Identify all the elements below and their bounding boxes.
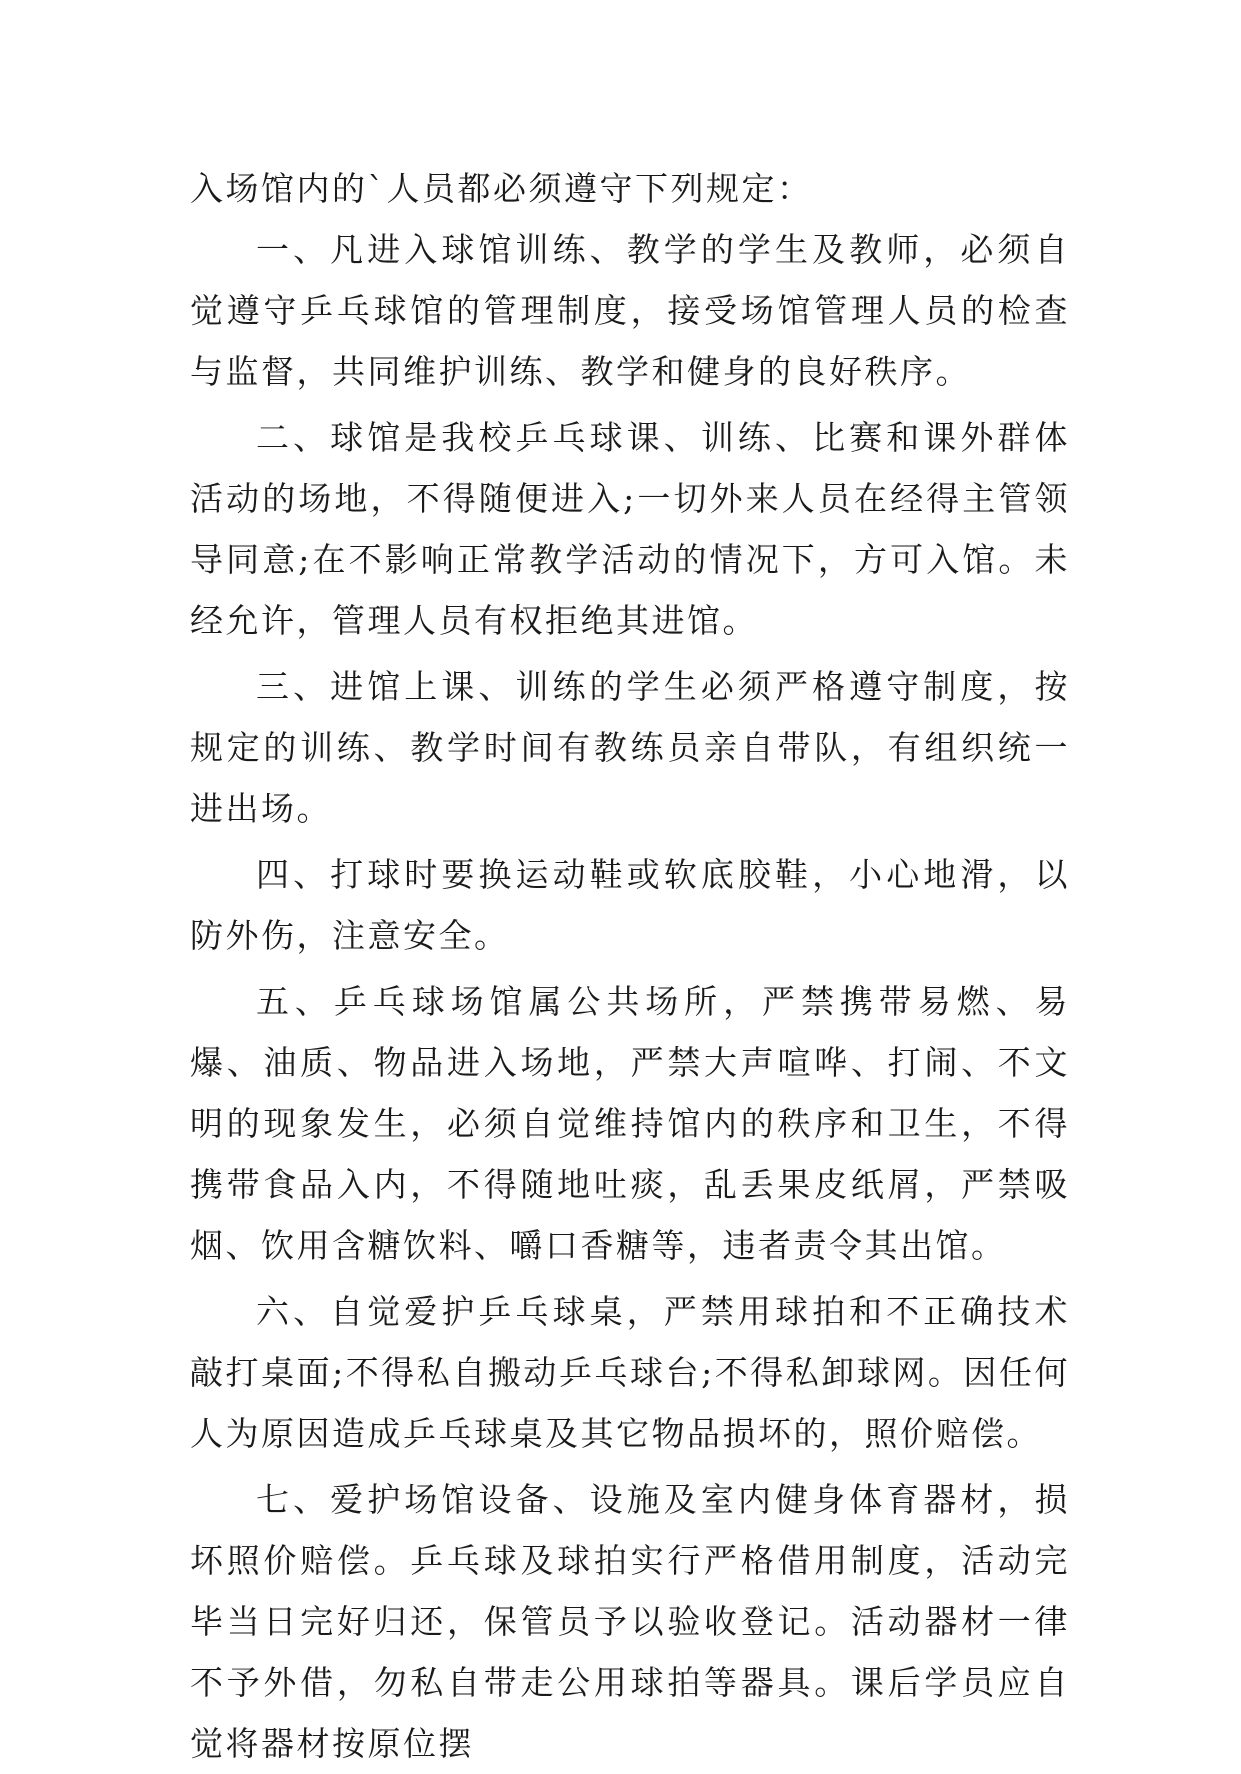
document-body [190,158,1070,1774]
intro-paragraph: 入场馆内的`人员都必须遵守下列规定： [190,169,813,208]
rule-paragraph-1: 一、凡进入球馆训练、教学的学生及教师，必须自觉遵守乒乓球馆的管理制度，接受场馆管理人员的检查与监督，共同维护训练、教学和健身的良好秩序。 [190,230,1070,391]
rule-paragraph-2: 二、球馆是我校乒乓球课、训练、比赛和课外群体活动的场地，不得随便进入;一切外来人员在经得主管领导同意;在不影响正常教学活动的情况下，方可入馆。未经允许，管理人员有权拒绝其进馆。 [190,418,1070,640]
rule-paragraph-4: 四、打球时要换运动鞋或软底胶鞋，小心地滑，以防外伤，注意安全。 [190,855,1070,955]
rule-paragraph-3: 三、进馆上课、训练的学生必须严格遵守制度，按规定的训练、教学时间有教练员亲自带队，有组织统一进出场。 [190,667,1070,828]
rule-paragraph-6: 六、自觉爱护乒乓球桌，严禁用球拍和不正确技术敲打桌面;不得私自搬动乒乓球台;不得私卸球网。因任何人为原因造成乒乓球桌及其它物品损坏的，照价赔偿。 [190,1292,1070,1453]
rule-paragraph-5: 五、乒乓球场馆属公共场所，严禁携带易燃、易爆、油质、物品进入场地，严禁大声喧哗、打闹、不文明的现象发生，必须自觉维持馆内的秩序和卫生，不得携带食品入内，不得随地吐痰，乱丢果皮纸屑，严禁吸烟、饮用含糖饮料、嚼口香糖等，违者责令其出馆。 [190,982,1070,1265]
rule-paragraph-7: 七、爱护场馆设备、设施及室内健身体育器材，损坏照价赔偿。乒乓球及球拍实行严格借用制度，活动完毕当日完好归还，保管员予以验收登记。活动器材一律不予外借，勿私自带走公用球拍等器具。课后学员应自觉将器材按原位摆 [190,1480,1070,1763]
